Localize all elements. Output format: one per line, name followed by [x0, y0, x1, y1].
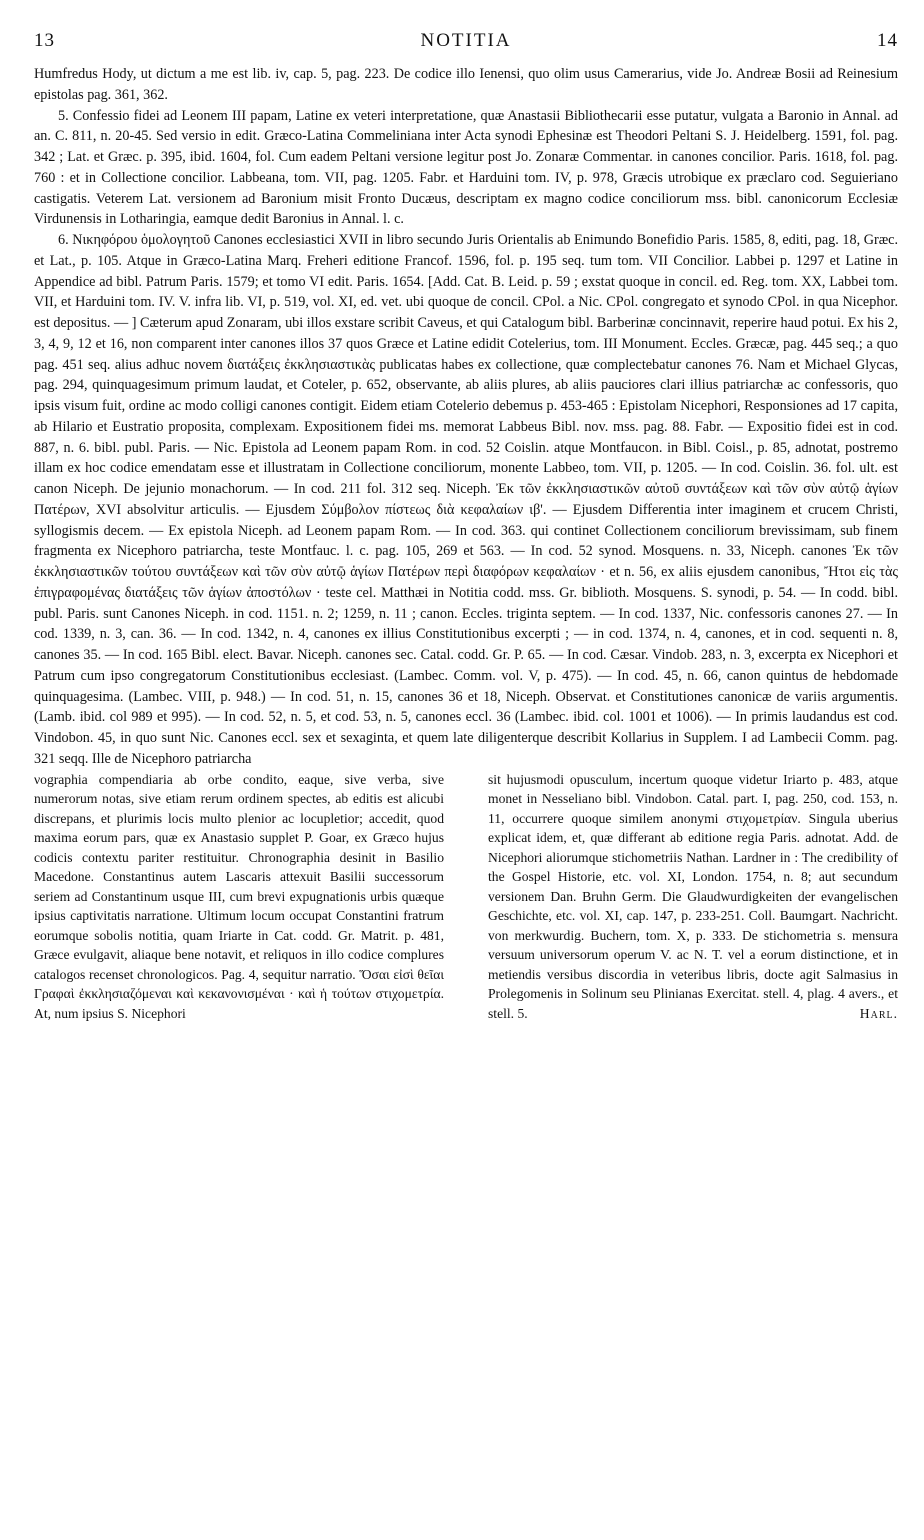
- right-column-text: sit hujusmodi opusculum, incertum quoque videtur Iriarto p. 483, atque monet in Nesseliano bibl. Vindobon. Catal. part. I, pag. 250, cod. 153, n. 11, occurrere quoque similem anonymi στιχομετρίαν. Singula uberius explicat idem, et, quæ differant ab editione regia Paris. adnotat. Add. de Nicephori aliorumque stichometriis Nathan. Lardner in : The credibility of the Gospel Historie, etc. vol. XI, London. 1754, n. 8; aut secundum versionem Dan. Bruhn Germ. Die Glaudwurdigkeiten der evangelischen Geschichte, etc. vol. XI, cap. 147, p. 233-251. Coll. Baumgart. Nachricht. von merkwurdig. Buchern, tom. X, p. 333. De stichometria s. mensura versuum universorum operum V. ac N. T. vel a eorum distinctione, et in metiendis versibus discordia in veteribus libris, docte agit Salmasius in Prolegomenis in Solinum seu Plinianas Exercitat. stell. 4, plag. 4 avers., et stell. 5.: [488, 771, 898, 1021]
- paragraph-hody: Humfredus Hody, ut dictum a me est lib. iv, cap. 5, pag. 223. De codice illo Ienensi, quo olim usus Camerarius, vide Jo. Andreæ Bosii ad Reinesium epistolas pag. 361, 362.: [34, 66, 898, 103]
- running-title: NOTITIA: [420, 30, 512, 51]
- editor-signature: Harl.: [859, 1005, 898, 1021]
- right-column: [488, 770, 898, 1024]
- right-page-number: 14: [877, 30, 898, 51]
- main-text: [34, 64, 898, 770]
- footnote-columns: [34, 770, 898, 1024]
- left-page-number: 13: [34, 30, 55, 51]
- paragraph-canones: 6. Νικηφόρου ὁμολογητοῦ Canones ecclesiastici XVII in libro secundo Juris Orientalis ab Enimundo Bonefidio Paris. 1585, 8, editi, pag. 18, Græc. et Lat., p. 105. Atque in Græco-Latina Marq. Freheri editione Francof. 1596, fol. p. 195 seq. tum tom. VII Concilior. Labbei p. 1297 et Latine in Appendice ad bibl. Patrum Paris. 1579; et tomo VI edit. Paris. 1654. [Add. Cat. B. Leid. p. 59 ; exstat quoque in concil. ed. Reg. tom. XX, Labbei tom. VII, et Harduini tom. IV. V. infra lib. VI, p. 519, vol. XI, ed. vet. ubi quoque de concil. CPol. a Nic. CPol. congregato et synodo CPol. in qua Nicephor. est depositus. — ] Cæterum apud Zonaram, ubi illos exstare scribit Caveus, et qui Catalogum bibl. Barberinæ concinnavit, reperire haud potui. Ex his 2, 3, 4, 9, 12 et 16, non comparent inter canones illos 37 quos Græce et Latine edidit Cotelerius, tom. III Monument. Eccles. Græcæ, pag. 445 seq.; a quo pag. 451 seq. alius adhuc novem διατάξεις ἐκκλησιαστικὰς publicatas habes ex collectione, quæ complectebatur canones 76. Nam et Michael Glycas, pag. 294, quinquagesimum primum laudat, et Coteler, p. 652, observante, ab aliis plures, ab aliis pauciores clari illius patriarchæ ac confessoris, quo ipsis visum fuit, ordine ac modo colligi canones contigit. Eidem etiam Cotelerio debemus p. 453-465 : Epistolam Nicephori, Responsiones ad 17 capita, ab Hilario et Eustratio proposita, complexam. Expositionem fidei ms. memorat Labbeus Bibl. nov. mss. pag. 88. Fabr. — Expositio fidei est in cod. 887, n. 6. bibl. publ. Paris. — Nic. Epistola ad Leonem papam Rom. in cod. 52 Coislin. atque Montfaucon. in Bibl. Coisl., p. 85, adnotat, postremo illam ex hoc codice emendatam esse et illustratam in Collectione conciliorum, monente Labbeo, tom. VII, p. 1205. — In cod. Coislin. 36. fol. ult. est canon Niceph. De jejunio monachorum. — In cod. 211 fol. 312 seq. Niceph. Ἐκ τῶν ἐκκλησιαστικῶν αὐτοῦ συντάξεων καὶ τῶν σὺν αὐτῷ ἁγίων Πατέρων, XVI absolvitur articulis. — Ejusdem Σύμβολον πίστεως διὰ κεφαλαίων ιβ'. — Ejusdem Differentia inter imaginem et crucem Christi, syllogismis decem. — Ex epistola Niceph. ad Leonem papam Rom. — In cod. 363. qui continet Collectionem conciliorum brevissimam, sub finem fragmenta ex Nicephoro patriarcha, teste Montfauc. l. c. pag. 105, 269 et 563. — In cod. 52 synod. Mosquens. n. 33, Niceph. canones Ἐκ τῶν ἐκκλησιαστικῶν τούτου συντάξεων καὶ τῶν σὺν αὐτῷ ἁγίων Πατέρων περὶ διαφόρων κεφαλαίων · et n. 56, ex aliis ejusdem canonibus, Ἤτοι εἰς τὰς ἐπιγραφομένας διατάξεις τῶν ἁγίων ἀποστόλων · teste cel. Matthæi in Notitia codd. mss. Gr. biblioth. Mosquens. S. synodi, p. 54. — In codd. bibl. publ. Paris. sunt Canones Niceph. in cod. 1151. n. 2; 1259, n. 11 ; canon. Eccles. triginta septem. — In cod. 1337, Nic. confessoris canones 27. — In cod. 1339, n. 3, can. 36. — In cod. 1342, n. 4, canones ex illius Constitutionibus excerpti ; — in cod. 1374, n. 4, canones, et in cod. sequenti n. 8, canones 35. — In cod. 165 Bibl. elect. Bavar. Niceph. canones sec. Catal. codd. Gr. P. 65. — In cod. Cæsar. Vindob. 283, n. 3, excerpta ex Nicephori et Patrum cum ipso congregatorum Constitutionibus ecclesiast. (Lambec. Comm. vol. V, p. 475). — In cod. 45, n. 66, canon quintus de hebdomade quinquagesima. (Lambec. VIII, p. 948.) — In cod. 51, n. 15, canones 36 et 18, Niceph. Observat. et Constitutiones canonicæ de variis argumentis. (Lamb. ibid. col 989 et 995). — In cod. 52, n. 5, et cod. 53, n. 5, canones eccl. 36 (Lambec. ibid. col. 1001 et 1006). — In primis laudandus est cod. Vindobon. 45, in quo sunt Nic. Canones eccl. sex et sexaginta, et quem late diligenterque describit Kollarius in Supplem. I ad Lambecii Comm. pag. 321 seqq. Ille de Nicephoro patriarcha: [34, 232, 898, 767]
- running-header: [34, 30, 898, 64]
- left-column-text: νographia compendiaria ab orbe condito, eaque, sive verba, sive numerorum notas, sive etiam rerum ordinem spectes, ab editis est alicubi discrepans, et plurimis locis multo plenior ac locupletior; accedit, quod maxima eorum pars, quæ ex Anastasio supplet P. Goar, ex Græco hujus codicis contextu pariter restituitur. Chronographia desinit in Basilio Macedone. Constantinus autem Lascaris attexuit Basilii successorum seriem ad Constantinum usque III, cum brevi expugnationis urbis quæque ipsius captivitatis narratione. Ultimum locum occupat Constantini fratrum eorumque sobolis notitia, quam Iriarte in Cat. codd. Gr. Matrit. p. 481, Græce evulgavit, aliaque bene notavit, et reliquos in illo codice complures catalogos recenset chronologicos. Pag. 4, sequitur narratio. Ὅσαι εἰσὶ θεῖαι Γραφαὶ ἐκκλησιαζόμεναι καὶ κεκανονισμέναι · καὶ ἡ τούτων στιχομετρία. At, num ipsius S. Nicephori: [34, 771, 444, 1021]
- paragraph-confessio-fidei: 5. Confessio fidei ad Leonem III papam, Latine ex veteri interpretatione, quæ Anastasii Bibliothecarii esse putatur, vulgata a Baronio in Annal. ad an. C. 811, n. 20-45. Sed versio in edit. Græco-Latina Commeliniana inter Acta synodi Ephesinæ est Theodori Peltani S. J. Heidelberg. 1591, fol. pag. 342 ; Lat. et Græc. p. 395, ibid. 1604, fol. Cum eadem Peltani versione legitur post Jo. Zonaræ Commentar. in canones concilior. Paris. 1618, fol. pag. 760 : et in Collectione concilior. Labbeana, tom. VII, pag. 1205. Fabr. et Harduini tom. IV, p. 978, Græcis utrobique ex præclaro cod. Seguieriano castigatis. Veterem Lat. versionem ad Baronium misit Fronto Ducæus, descriptam ex magno codice conciliorum mss. bibl. canonicorum Ecclesiæ Virdunensis in Lotharingia, eamque dedit Baronius in Annal. l. c.: [34, 107, 898, 228]
- left-column: [34, 770, 444, 1024]
